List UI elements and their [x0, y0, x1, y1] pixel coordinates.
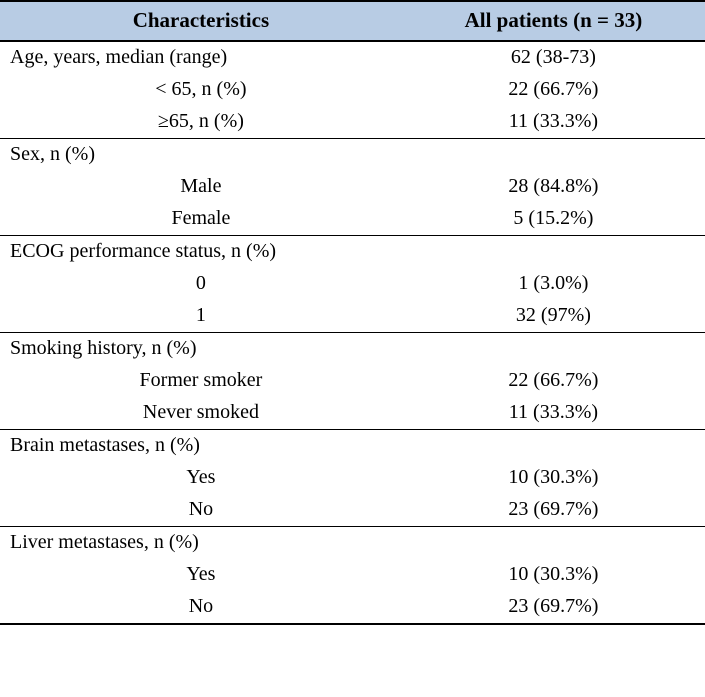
row-label: Brain metastases, n (%): [0, 430, 402, 463]
table-row: [0, 494, 705, 527]
table-body: [0, 41, 705, 624]
row-value: 11 (33.3%): [508, 401, 599, 423]
row-label: 1: [195, 304, 206, 326]
table-row: [0, 41, 705, 74]
table-row: [0, 591, 705, 624]
row-value: 23 (69.7%): [508, 595, 599, 617]
row-label: < 65, n (%): [155, 78, 247, 100]
row-label: 0: [195, 272, 206, 294]
table-row: [0, 559, 705, 591]
table-row: [0, 300, 705, 333]
row-value: 62 (38-73): [510, 46, 596, 68]
row-value: [402, 527, 705, 560]
table-row: [0, 365, 705, 397]
row-value: 10 (30.3%): [508, 466, 599, 488]
row-label: Sex, n (%): [0, 139, 402, 172]
table-row: [0, 139, 705, 172]
row-value: [402, 430, 705, 463]
table-row: [0, 203, 705, 236]
row-label: No: [188, 498, 214, 520]
row-label: ≥65, n (%): [157, 110, 244, 132]
row-value: 11 (33.3%): [508, 110, 599, 132]
row-value: 5 (15.2%): [513, 207, 594, 229]
row-label: Yes: [186, 563, 216, 585]
row-value: [402, 139, 705, 172]
row-value: [402, 236, 705, 269]
table-row: [0, 462, 705, 494]
row-value: 22 (66.7%): [508, 78, 599, 100]
row-value: 22 (66.7%): [508, 369, 599, 391]
table-header-row: [0, 1, 705, 41]
row-value: 10 (30.3%): [508, 563, 599, 585]
bottom-rule: [0, 624, 705, 625]
row-label: Male: [180, 175, 222, 197]
row-label: Liver metastases, n (%): [0, 527, 402, 560]
table-footer-rule: [0, 624, 705, 625]
row-value: 23 (69.7%): [508, 498, 599, 520]
row-label: Former smoker: [139, 369, 263, 391]
row-label: Smoking history, n (%): [0, 333, 402, 366]
table-header: [0, 1, 705, 41]
row-value: [402, 333, 705, 366]
row-value: 28 (84.8%): [508, 175, 599, 197]
table-row: [0, 397, 705, 430]
table-row: [0, 268, 705, 300]
table-row: [0, 430, 705, 463]
table-row: [0, 236, 705, 269]
row-label: ECOG performance status, n (%): [0, 236, 402, 269]
row-label: Female: [171, 207, 231, 229]
table-row: [0, 527, 705, 560]
row-label: Never smoked: [142, 401, 259, 423]
table-row: [0, 106, 705, 139]
table-row: [0, 74, 705, 106]
row-label: No: [188, 595, 214, 617]
column-header-all-patients: All patients (n = 33): [402, 1, 705, 41]
row-value: 1 (3.0%): [518, 272, 589, 294]
row-label: Yes: [186, 466, 216, 488]
row-label: Age, years, median (range): [10, 46, 228, 68]
row-value: 32 (97%): [515, 304, 591, 326]
table-row: [0, 171, 705, 203]
column-header-characteristics: Characteristics: [0, 1, 402, 41]
table-row: [0, 333, 705, 366]
